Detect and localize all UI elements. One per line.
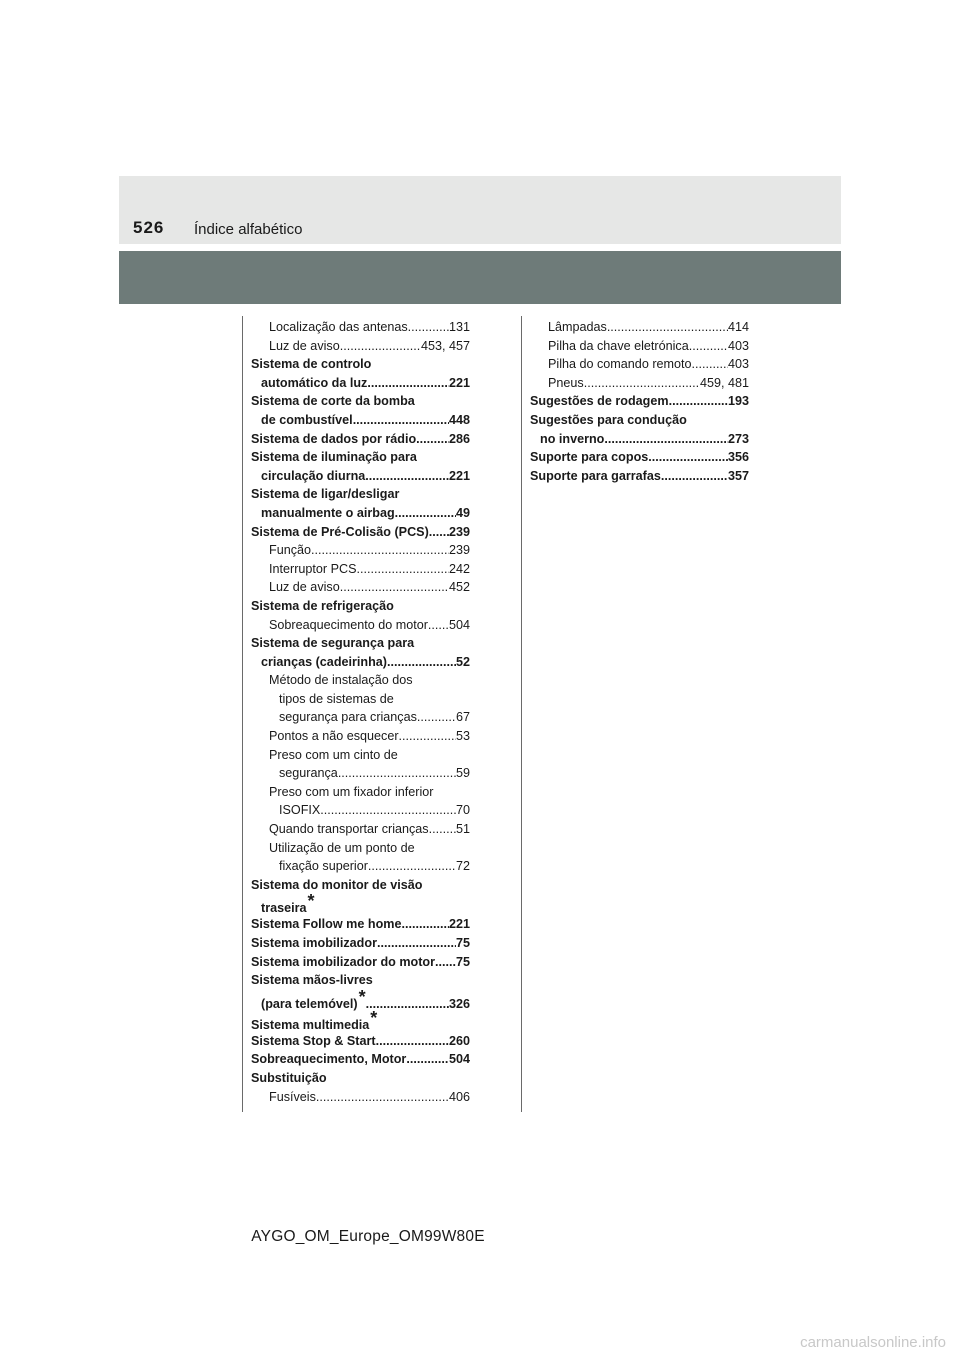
index-column-right xyxy=(530,318,749,485)
index-entry xyxy=(251,578,470,597)
watermark: carmanualsonline.info xyxy=(800,1334,946,1351)
index-entry xyxy=(530,337,749,356)
index-entry-text: segurança para crianças xyxy=(279,710,417,725)
index-entry xyxy=(251,671,470,690)
index-entry xyxy=(251,746,470,765)
index-entry-page: 242 xyxy=(448,561,470,576)
index-entry xyxy=(251,541,470,560)
dot-leader xyxy=(604,430,728,449)
header-dark-bar xyxy=(119,251,841,304)
index-entry-text: de combustível xyxy=(261,412,353,427)
index-entry-page: 453, 457 xyxy=(420,338,470,353)
index-entry-text: Pontos a não esquecer xyxy=(269,729,399,744)
footnote-star: * xyxy=(307,891,315,912)
index-entry-text: Sobreaquecimento, Motor xyxy=(251,1052,407,1067)
dot-leader xyxy=(408,318,449,337)
dot-leader xyxy=(661,467,728,486)
footer xyxy=(0,1228,960,1246)
index-entry xyxy=(251,430,470,449)
index-entry-text: Interruptor PCS xyxy=(269,561,357,576)
index-entry-page: 49 xyxy=(455,505,470,520)
index-entry-page: 221 xyxy=(448,375,470,390)
index-entry-page: 75 xyxy=(455,954,470,969)
index-entry-page: 406 xyxy=(448,1089,470,1104)
dot-leader xyxy=(377,934,456,953)
index-entry-text: crianças (cadeirinha) xyxy=(261,654,387,669)
index-entry xyxy=(251,485,470,504)
index-entry-page: 357 xyxy=(727,468,749,483)
index-entry xyxy=(251,934,470,953)
index-entry-text: Sistema de iluminação para xyxy=(251,450,417,465)
index-entry xyxy=(530,411,749,430)
dot-leader xyxy=(357,560,449,579)
dot-leader xyxy=(401,915,449,934)
dot-leader xyxy=(353,411,449,430)
index-entry-text: Sugestões de rodagem xyxy=(530,394,669,409)
index-entry xyxy=(251,448,470,467)
index-entry-page: 131 xyxy=(448,320,470,334)
index-entry xyxy=(251,597,470,616)
index-entry xyxy=(251,392,470,411)
index-entry-page: 193 xyxy=(727,394,749,409)
dot-leader xyxy=(366,992,449,1016)
index-entry-text: Utilização de um ponto de xyxy=(269,840,415,855)
index-entry xyxy=(251,1088,470,1107)
index-entry xyxy=(251,953,470,972)
index-entry-page: 356 xyxy=(727,450,749,465)
index-entry-text: Sobreaquecimento do motor xyxy=(269,617,428,632)
index-entry-text: Sistema de controlo xyxy=(251,357,372,372)
index-entry xyxy=(530,392,749,411)
dot-leader xyxy=(365,467,449,486)
index-entry xyxy=(251,355,470,374)
index-entry xyxy=(251,857,470,876)
index-entry xyxy=(251,467,470,486)
index-entry-text: Método de instalação dos xyxy=(269,673,413,688)
index-entry-text: ISOFIX xyxy=(279,803,321,818)
dot-leader xyxy=(417,708,456,727)
index-entry-text: Sistema de refrigeração xyxy=(251,598,394,613)
index-entry xyxy=(530,318,749,337)
section-title: Índice alfabético xyxy=(194,221,303,238)
dot-leader xyxy=(340,337,421,356)
dot-leader xyxy=(320,801,456,820)
index-entry xyxy=(530,374,749,393)
index-entry-text: Sistema Follow me home xyxy=(251,917,402,932)
index-entry-text: manualmente o airbag xyxy=(261,505,395,520)
index-entry xyxy=(251,783,470,802)
index-entry-text: fixação superior xyxy=(279,859,368,874)
index-entry xyxy=(251,560,470,579)
index-entry-text: Sistema imobilizador do motor xyxy=(251,954,436,969)
dot-leader xyxy=(367,374,449,393)
index-entry-text: Sistema de segurança para xyxy=(251,636,415,651)
index-entry-text: Suporte para copos xyxy=(530,450,649,465)
index-entry xyxy=(251,891,470,916)
index-entry xyxy=(251,1069,470,1088)
index-entry-text: Sistema de corte da bomba xyxy=(251,394,415,409)
index-entry xyxy=(530,467,749,486)
index-entry-text: Preso com um cinto de xyxy=(269,747,398,762)
index-entry xyxy=(251,915,470,934)
index-entry-page: 51 xyxy=(455,822,470,837)
index-entry xyxy=(251,764,470,783)
dot-leader xyxy=(316,1088,449,1107)
index-entry-page: 452 xyxy=(448,580,470,595)
index-entry xyxy=(530,355,749,374)
index-entry-text: Pilha da chave eletrónica xyxy=(548,338,689,353)
index-entry-text: segurança xyxy=(279,766,338,781)
index-entry-page: 286 xyxy=(448,431,470,446)
index-entry xyxy=(251,801,470,820)
index-entry-page: 239 xyxy=(448,543,470,558)
index-entry-text: traseira xyxy=(261,901,307,916)
index-entry-text: Quando transportar crianças xyxy=(269,822,429,837)
index-entry xyxy=(251,1050,470,1069)
index-entry-text: Luz de aviso xyxy=(269,338,340,353)
index-entry xyxy=(251,690,470,709)
index-entry xyxy=(251,986,470,1011)
dot-leader xyxy=(692,355,728,374)
left-column-divider xyxy=(242,316,243,1112)
footnote-star: * xyxy=(370,1007,378,1028)
dot-leader xyxy=(406,1050,449,1069)
index-entry-text: Luz de aviso xyxy=(269,580,340,595)
index-entry-text: circulação diurna xyxy=(261,468,366,483)
index-entry-text: Localização das antenas xyxy=(269,320,408,334)
dot-leader xyxy=(429,820,456,839)
index-entry-text: (para telemóvel) xyxy=(261,996,358,1011)
index-entry-text: Sistema Stop & Start xyxy=(251,1033,376,1048)
index-entry-page: 70 xyxy=(455,803,470,818)
footnote-star: * xyxy=(358,986,366,1007)
index-entry-text: Sistema de ligar/desligar xyxy=(251,487,400,502)
dot-leader xyxy=(607,318,728,337)
dot-leader xyxy=(584,374,700,393)
index-entry xyxy=(251,504,470,523)
index-entry-text: Lâmpadas xyxy=(548,320,607,334)
index-entry xyxy=(251,523,470,542)
index-entry-page: 260 xyxy=(448,1033,470,1048)
index-entry-text: Sistema mãos-livres xyxy=(251,973,373,988)
index-entry-page: 67 xyxy=(455,710,470,725)
dot-leader xyxy=(429,523,449,542)
dot-leader xyxy=(428,616,449,635)
right-column-divider xyxy=(521,316,522,1112)
index-entry xyxy=(251,708,470,727)
index-entry-text: tipos de sistemas de xyxy=(279,691,394,706)
index-entry-page: 448 xyxy=(448,412,470,427)
index-entry xyxy=(251,839,470,858)
dot-leader xyxy=(387,653,456,672)
dot-leader xyxy=(395,504,456,523)
index-entry-page: 403 xyxy=(727,338,749,353)
index-entry xyxy=(251,1032,470,1051)
dot-leader xyxy=(399,727,456,746)
index-entry-page: 72 xyxy=(455,859,470,874)
index-entry-text: Sistema imobilizador xyxy=(251,936,377,950)
index-entry-page: 326 xyxy=(448,996,470,1011)
document-code: AYGO_OM_Europe_OM99W80E xyxy=(251,1228,485,1245)
dot-leader xyxy=(340,578,449,597)
dot-leader xyxy=(368,857,456,876)
index-entry-text: Pilha do comando remoto xyxy=(548,357,692,372)
index-entry-text: Preso com um fixador inferior xyxy=(269,784,434,799)
index-entry-text: Substituição xyxy=(251,1070,327,1085)
index-entry-text: automático da luz xyxy=(261,375,368,390)
index-entry-text: Sistema multimedia xyxy=(251,1017,370,1032)
index-entry-text: Pneus xyxy=(548,375,584,390)
index-entry-page: 52 xyxy=(455,654,470,669)
index-entry xyxy=(530,448,749,467)
index-column-left xyxy=(251,318,470,1106)
dot-leader xyxy=(311,541,449,560)
index-entry-page: 403 xyxy=(727,357,749,372)
index-entry-page: 273 xyxy=(727,431,749,446)
dot-leader xyxy=(689,337,728,356)
index-entry-page: 53 xyxy=(455,729,470,744)
index-entry xyxy=(251,411,470,430)
index-entry xyxy=(251,876,470,895)
index-entry-text: Sistema de dados por rádio xyxy=(251,431,417,446)
index-entry xyxy=(251,318,470,337)
index-entry xyxy=(251,337,470,356)
page-number: 526 xyxy=(133,218,165,237)
index-entry-text: Sistema do monitor de visão xyxy=(251,877,423,892)
index-entry-page: 221 xyxy=(448,917,470,932)
index-entry xyxy=(251,616,470,635)
index-entry-text: Função xyxy=(269,543,312,558)
index-entry xyxy=(251,653,470,672)
index-entry xyxy=(251,634,470,653)
index-entry-text: Fusíveis xyxy=(269,1089,316,1104)
index-entry-page: 221 xyxy=(448,468,470,483)
index-entry-page: 504 xyxy=(448,1052,470,1067)
index-entry xyxy=(251,820,470,839)
index-entry-page: 414 xyxy=(727,320,749,334)
index-entry xyxy=(251,374,470,393)
dot-leader xyxy=(648,448,728,467)
index-entry-page: 504 xyxy=(448,617,470,632)
dot-leader xyxy=(669,392,728,411)
dot-leader xyxy=(376,1032,449,1051)
index-entry-page: 459, 481 xyxy=(699,375,749,390)
dot-leader xyxy=(416,430,449,449)
index-entry-page: 59 xyxy=(455,766,470,781)
index-entry-text: Suporte para garrafas xyxy=(530,468,661,483)
index-entry-page: 239 xyxy=(448,524,470,539)
dot-leader xyxy=(435,953,456,972)
dot-leader xyxy=(338,764,456,783)
index-entry-text: no inverno xyxy=(540,431,605,446)
index-entry-text: Sugestões para condução xyxy=(530,412,687,427)
index-entry xyxy=(530,430,749,449)
index-entry-text: Sistema de Pré-Colisão (PCS) xyxy=(251,524,429,539)
index-entry xyxy=(251,727,470,746)
index-entry-page: 75 xyxy=(455,936,470,950)
